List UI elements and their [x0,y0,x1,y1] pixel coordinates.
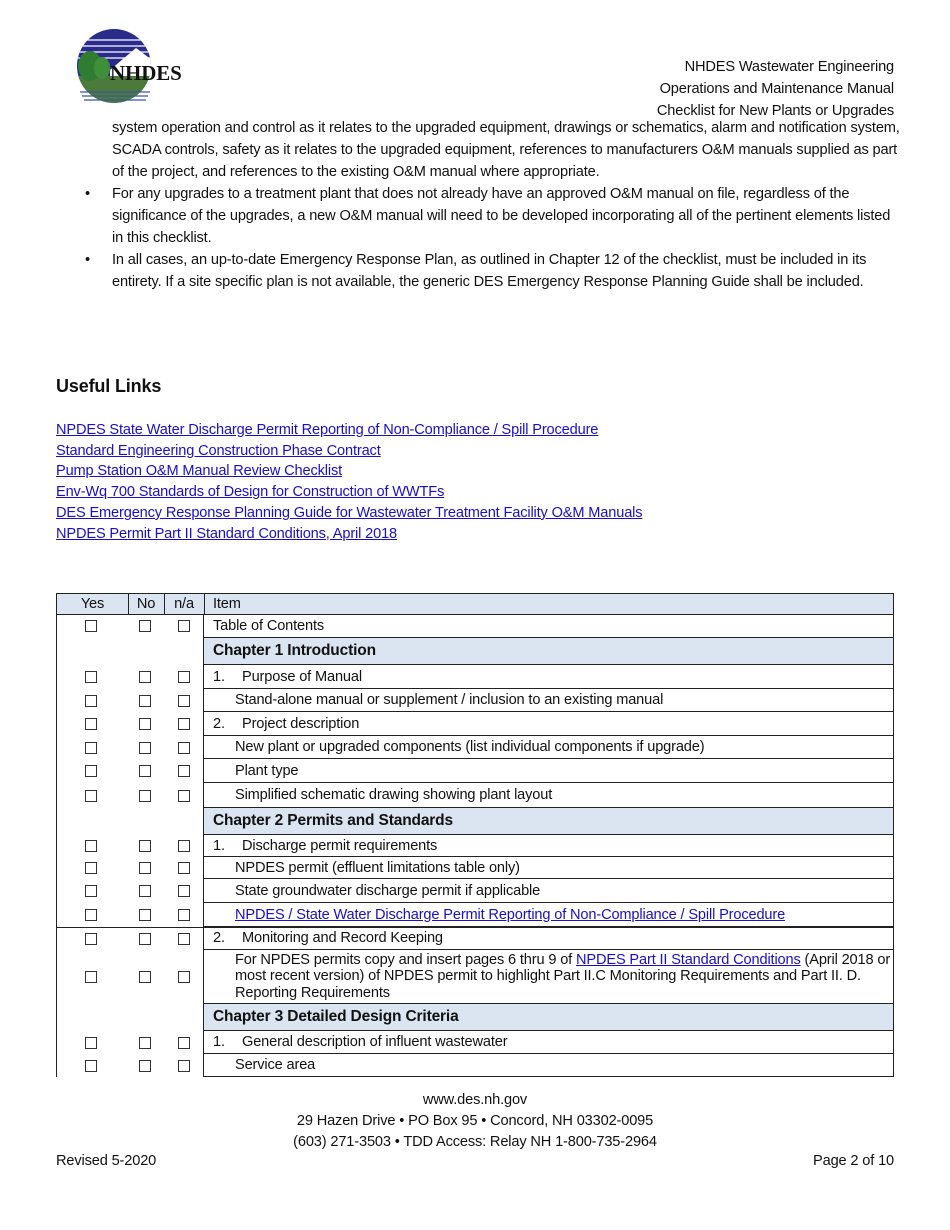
item-text [213,618,324,634]
table-row [56,857,894,879]
paragraph-text: system operation and control as it relates to the upgraded equipment, drawings or schematics, alarm and notification system, SCADA controls, safety as it relates to the upgraded equipment, references to manufacturers O&M manuals supplied as part of the project, and references to the existing O&M manual where appropriate. [112,120,900,180]
item-cell [203,857,894,879]
continuation-paragraph [112,117,902,183]
revision-date: Revised 5-2020 [56,1153,157,1169]
item-label: For NPDES permits copy and insert pages 6 thru 9 of [235,951,576,968]
footer-website: www.des.nh.gov [422,1092,528,1108]
item-text [213,692,663,708]
checkbox-yes[interactable] [85,909,97,921]
bullet-item [112,183,902,249]
table-border [56,614,57,927]
checkbox-yes[interactable] [85,840,97,852]
item-text [213,883,540,899]
checkbox-no[interactable] [139,620,151,632]
nhdes-logo [70,26,190,104]
footer-contact [0,1090,950,1153]
checkbox-yes[interactable] [85,742,97,754]
item-text [213,907,785,923]
checkbox-na[interactable] [178,933,190,945]
table-row [56,614,894,638]
table-row [56,759,894,783]
item-number: 2. [213,930,225,946]
link-pump-station-checklist[interactable]: Pump Station O&M Manual Review Checklist [56,463,342,480]
item-cell [203,1004,894,1031]
checkbox-no[interactable] [139,840,151,852]
chapter-row [56,1004,894,1031]
table-row [56,879,894,903]
checkbox-no[interactable] [139,933,151,945]
checkbox-no[interactable] [139,862,151,874]
item-text [213,787,552,803]
item-cell [203,759,894,783]
table-divider [56,927,894,928]
body-text [112,117,902,293]
svg-text:NHDES: NHDES [110,61,182,85]
table-row [56,950,894,1004]
page-number: Page 2 of 10 [813,1153,894,1169]
link-npdes-spill-procedure[interactable]: NPDES State Water Discharge Permit Reporting of Non-Compliance / Spill Procedure [56,422,599,438]
checkbox-yes[interactable] [85,765,97,777]
table-row [56,665,894,689]
item-label: (April 2018 or most recent version) of NPDES permit to highlight Part II.C Monitoring Requirements and Part II. D. Reporting Requirements [235,951,891,1001]
link-npdes-part-ii[interactable]: NPDES Permit Part II Standard Conditions, April 2018 [56,525,397,542]
link-construction-contract[interactable]: Standard Engineering Construction Phase Contract [56,442,381,459]
item-text [213,838,437,854]
item-text [213,1057,315,1073]
item-number: 1. [213,837,225,854]
checkbox-na[interactable] [178,971,190,983]
item-text [213,642,376,660]
item-cell [203,903,894,927]
checkbox-no[interactable] [139,971,151,983]
checkbox-yes[interactable] [85,1060,97,1072]
item-cell [203,689,894,712]
checkbox-na[interactable] [178,695,190,707]
useful-links-list [56,420,642,544]
item-cell [203,783,894,808]
chapter-title: Chapter 2 Permits and Standards [213,812,453,829]
checkbox-yes[interactable] [85,695,97,707]
checkbox-yes[interactable] [85,971,97,983]
bullet-text: In all cases, an up-to-date Emergency Response Plan, as outlined in Chapter 12 of the checklist, must be included in its entirety. If a site specific plan is not available, the generic DES Emergency Response Planning Guide shall be included. [112,252,867,290]
bullet-text: For any upgrades to a treatment plant that does not already have an approved O&M manual on file, regardless of the significance of the upgrades, a new O&M manual will need to be developed incorporating all of the pertinent elements listed in this checklist. [112,186,891,246]
item-label: Plant type [235,762,299,779]
header-line: Operations and Maintenance Manual [659,81,894,97]
item-cell [203,927,894,950]
item-number: 1. [213,668,225,685]
footer-address: 29 Hazen Drive • PO Box 95 • Concord, NH 03302-0095 [296,1113,654,1129]
checkbox-na[interactable] [178,620,190,632]
checkbox-no[interactable] [139,909,151,921]
column-header-item: Item [213,596,241,612]
checkbox-no[interactable] [139,1037,151,1049]
item-label: Stand-alone manual or supplement / inclusion to an existing manual [235,692,664,708]
chapter-row [56,808,894,835]
item-text [213,739,704,755]
checkbox-na[interactable] [178,742,190,754]
checkbox-no[interactable] [139,671,151,683]
checkbox-na[interactable] [178,671,190,683]
table-row [56,1054,894,1077]
table-row [56,835,894,857]
item-text [213,812,453,830]
table-row [56,712,894,736]
item-label: Purpose of Manual [242,668,362,685]
item-cell [203,736,894,759]
item-text [213,860,520,876]
checkbox-yes[interactable] [85,862,97,874]
table-row [56,1031,894,1054]
item-cell [203,712,894,736]
item-cell [203,665,894,689]
bullet-item [112,249,902,293]
item-text [213,669,362,685]
checkbox-yes[interactable] [85,718,97,730]
item-label: State groundwater discharge permit if applicable [235,882,541,899]
item-text [213,763,298,779]
checkbox-na[interactable] [178,885,190,897]
checkbox-no[interactable] [139,718,151,730]
table-border [56,927,57,1077]
checkbox-yes[interactable] [85,790,97,802]
item-label: NPDES permit (effluent limitations table only) [235,859,520,876]
chapter-row [56,638,894,665]
item-label: Simplified schematic drawing showing plant layout [235,787,553,803]
item-text [213,930,443,946]
checkbox-yes[interactable] [85,1037,97,1049]
checkbox-no[interactable] [139,790,151,802]
checkbox-na[interactable] [178,765,190,777]
item-cell [203,879,894,903]
checkbox-no[interactable] [139,742,151,754]
checkbox-na[interactable] [178,790,190,802]
useful-links-heading: Useful Links [56,376,162,396]
checkbox-na[interactable] [178,909,190,921]
checkbox-yes[interactable] [85,885,97,897]
link-emergency-response-guide[interactable]: DES Emergency Response Planning Guide for Wastewater Treatment Facility O&M Manuals [56,504,643,521]
checkbox-na[interactable] [178,1037,190,1049]
item-cell [203,1031,894,1054]
item-label: Monitoring and Record Keeping [242,930,443,946]
checkbox-yes[interactable] [85,933,97,945]
header-line: NHDES Wastewater Engineering [684,59,894,75]
link-env-wq-700[interactable]: Env-Wq 700 Standards of Design for Construction of WWTFs [56,484,445,501]
checkbox-yes[interactable] [85,620,97,632]
item-label: Discharge permit requirements [242,837,438,854]
item-number: 1. [213,1034,225,1050]
chapter-title: Chapter 1 Introduction [213,642,376,659]
checkbox-no[interactable] [139,695,151,707]
checklist-table [56,593,894,1077]
item-cell [203,1054,894,1077]
checkbox-no[interactable] [139,765,151,777]
column-header-na: n/a [164,594,205,614]
item-cell [203,835,894,857]
column-header-no: No [128,594,165,614]
checkbox-na[interactable] [178,840,190,852]
checkbox-no[interactable] [139,1060,151,1072]
checkbox-na[interactable] [178,1060,190,1072]
item-link[interactable]: NPDES Part II Standard Conditions [576,951,801,968]
item-label: New plant or upgraded components (list individual components if upgrade) [235,739,705,755]
item-text [213,1008,459,1026]
table-header-row [56,593,894,615]
table-row [56,927,894,950]
document-header [657,56,894,122]
item-label: General description of influent wastewater [242,1034,508,1050]
table-row [56,903,894,927]
table-row [56,783,894,808]
footer-phone: (603) 271-3503 • TDD Access: Relay NH 1-800-735-2964 [293,1134,657,1150]
item-text [213,952,893,1002]
checkbox-na[interactable] [178,862,190,874]
item-cell [203,614,894,638]
item-cell [203,950,894,1004]
item-link[interactable]: NPDES / State Water Discharge Permit Reporting of Non-Compliance / Spill Procedure [235,906,786,923]
item-label: Table of Contents [213,617,325,634]
item-text [213,716,359,732]
checkbox-yes[interactable] [85,671,97,683]
table-row [56,736,894,759]
column-header-yes: Yes [57,594,129,614]
item-cell [203,638,894,665]
checkbox-no[interactable] [139,885,151,897]
item-number: 2. [213,715,225,732]
item-label: Project description [242,715,360,732]
table-row [56,689,894,712]
chapter-title: Chapter 3 Detailed Design Criteria [213,1008,459,1025]
checkbox-na[interactable] [178,718,190,730]
item-label: Service area [235,1057,316,1073]
item-text [213,1034,507,1050]
header-line: Checklist for New Plants or Upgrades [656,103,894,119]
item-cell [203,808,894,835]
